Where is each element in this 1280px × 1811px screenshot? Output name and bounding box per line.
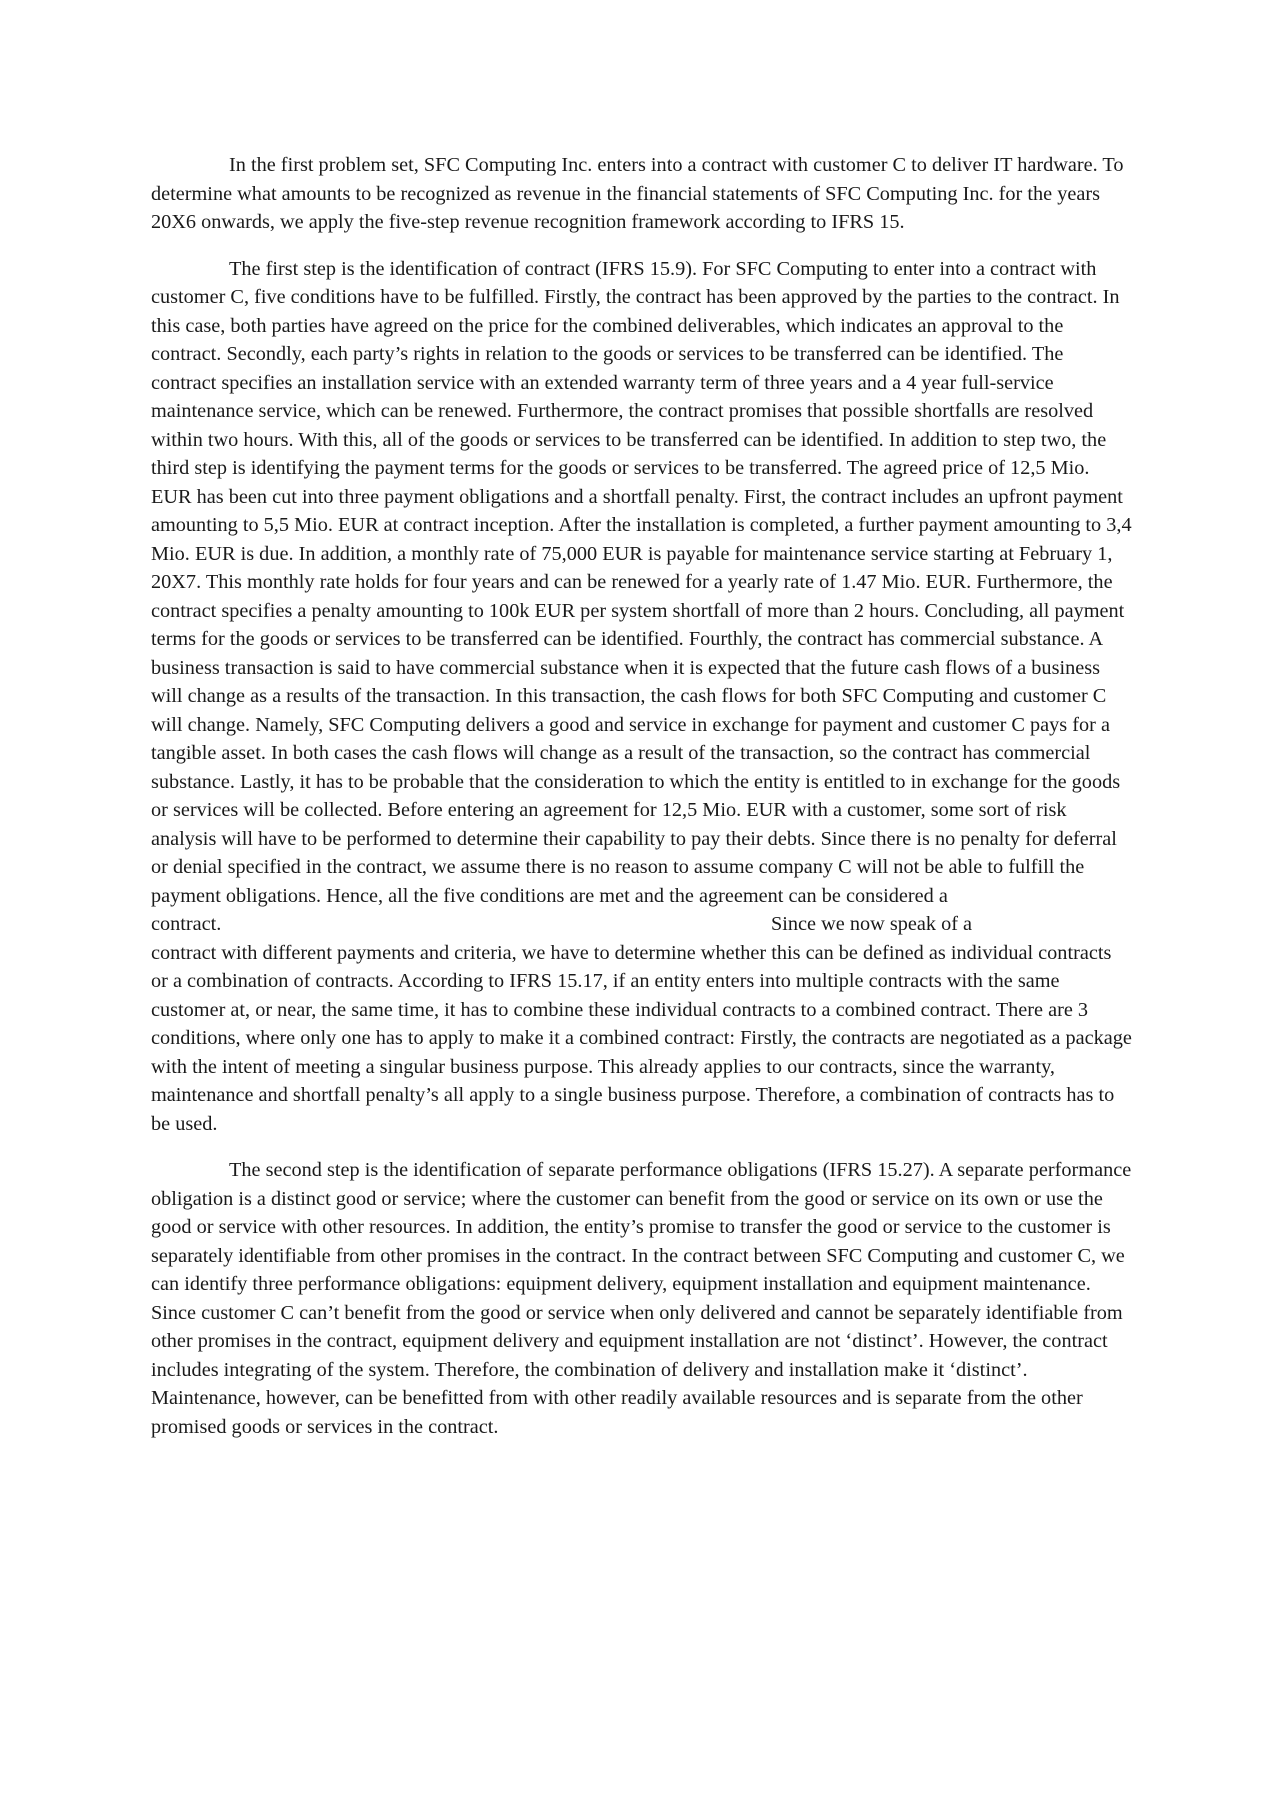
document-page xyxy=(151,151,1133,1459)
paragraph-step-one-body: The first step is the identification of contract (IFRS 15.9). For SFC Computing to enter into a contract with customer C, five conditions have to be fulfilled. Firstly, the contract has been approved by the parties to the contract. In this case, both parties have agreed on the price for the combined deliverables, which indicates an approval to the contract. Secondly, each party’s rights in relation to the goods or services to be transferred can be identified. The contract specifies an installation service with an extended warranty term of three years and a 4 year full-service maintenance service, which can be renewed. Furthermore, the contract promises that possible shortfalls are resolved within two hours. With this, all of the goods or services to be transferred can be identified. In addition to step two, the third step is identifying the payment terms for the goods or services to be transferred. The agreed price of 12,5 Mio. EUR has been cut into three payment obligations and a shortfall penalty. First, the contract includes an upfront payment amounting to 5,5 Mio. EUR at contract inception. After the installation is completed, a further payment amounting to 3,4 Mio. EUR is due. In addition, a monthly rate of 75,000 EUR is payable for maintenance service starting at February 1, 20X7. This monthly rate holds for four years and can be renewed for a yearly rate of 1.47 Mio. EUR. Furthermore, the contract specifies a penalty amounting to 100k EUR per system shortfall of more than 2 hours. Concluding, all payment terms for the goods or services to be transferred can be identified. Fourthly, the contract has commercial substance. A business transaction is said to have commercial substance when it is expected that the future cash flows of a business will change as a results of the transaction. In this transaction, the cash flows for both SFC Computing and customer C will change. Namely, SFC Computing delivers a good and service in exchange for payment and customer C pays for a tangible asset. In both cases the cash flows will change as a result of the transaction, so the contract has commercial substance. Lastly, it has to be probable that the consideration to which the entity is entitled to in exchange for the goods or services will be collected. Before entering an agreement for 12,5 Mio. EUR with a customer, some sort of risk analysis will have to be performed to determine their capability to pay their debts. Since there is no penalty for deferral or denial specified in the contract, we assume there is no reason to assume company C will not be able to fulfill the payment obligations. Hence, all the five conditions are met and the agreement can be considered a xyxy=(151,257,1132,907)
paragraph-step-one-continuation: contract with different payments and criteria, we have to determine whether this can be defined as individual contracts or a combination of contracts. According to IFRS 15.17, if an entity enters into multiple contracts with the same customer at, or near, the same time, it has to combine these individual contracts to a combined contract. There are 3 conditions, where only one has to apply to make it a combined contract: Firstly, the contracts are negotiated as a package with the intent of meeting a singular business purpose. This already applies to our contracts, since the warranty, maintenance and shortfall penalty’s all apply to a single business purpose. Therefore, a combination of contracts has to be used. xyxy=(151,941,1132,1135)
paragraph-step-two: The second step is the identification of separate performance obligations (IFRS 15.27). A separate performance obligation is a distinct good or service; where the customer can benefit from the good or service on its own or use the good or service with other resources. In addition, the entity’s promise to transfer the good or service to the customer is separately identifiable from other promises in the contract. In the contract between SFC Computing and customer C, we can identify three performance obligations: equipment delivery, equipment installation and equipment maintenance. Since customer C can’t benefit from the good or service when only delivered and cannot be separately identifiable from other promises in the contract, equipment delivery and equipment installation are not ‘distinct’. However, the contract includes integrating of the system. Therefore, the combination of delivery and installation make it ‘distinct’. Maintenance, however, can be benefitted from with other readily available resources and is separate from the other promised goods or services in the contract. xyxy=(151,1159,1132,1438)
paragraph-step-one xyxy=(151,255,1133,1139)
word-contract: contract. xyxy=(151,913,222,935)
paragraph-intro: In the first problem set, SFC Computing Inc. enters into a contract with customer C to deliver IT hardware. To determine what amounts to be recognized as revenue in the financial statements of SFC Computing Inc. for the years 20X6 onwards, we apply the five-step revenue recognition framework according to IFRS 15. xyxy=(151,154,1124,233)
paragraph-step-one-break-line xyxy=(151,910,1133,939)
paragraph-step-one-continuation-start: Since we now speak of a xyxy=(771,913,973,935)
